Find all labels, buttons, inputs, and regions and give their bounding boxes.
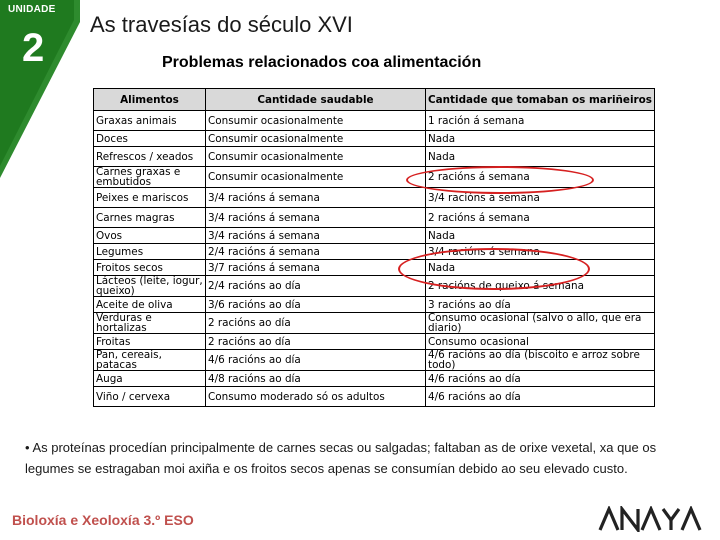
cell-healthy-amount: 3/4 racións á semana <box>206 208 426 228</box>
table-row <box>94 244 655 260</box>
cell-healthy-amount: 2/4 racións á semana <box>206 244 426 260</box>
cell-healthy-amount: 2 racións ao día <box>206 313 426 334</box>
cell-healthy-amount: 3/6 racións ao día <box>206 297 426 313</box>
cell-healthy-amount: 4/8 racións ao día <box>206 371 426 387</box>
cell-sailors-amount: 4/6 racións ao día (biscoito e arroz sobre todo) <box>426 350 655 371</box>
cell-food: Ovos <box>94 228 206 244</box>
table-row <box>94 228 655 244</box>
cell-food: Froitos secos <box>94 260 206 276</box>
cell-sailors-amount: 1 ración á semana <box>426 111 655 131</box>
table-row <box>94 208 655 228</box>
cell-sailors-amount: 2 racións de queixo á semana <box>426 276 655 297</box>
cell-food: Graxas animais <box>94 111 206 131</box>
cell-healthy-amount: 3/4 racións á semana <box>206 188 426 208</box>
cell-food: Peixes e mariscos <box>94 188 206 208</box>
table-row <box>94 260 655 276</box>
cell-food: Doces <box>94 131 206 147</box>
cell-food: Verduras e hortalizas <box>94 313 206 334</box>
bullet-paragraph: • As proteínas procedían principalmente de carnes secas ou salgadas; faltaban as de orixe vexetal, xa que os legumes se estragaban moi axiña e os froitos secos apenas se consumían debido ao seu elevado custo. <box>25 440 657 476</box>
cell-healthy-amount: 4/6 racións ao día <box>206 350 426 371</box>
slide-subtitle: Problemas relacionados coa alimentación <box>162 54 482 71</box>
cell-sailors-amount: 3/4 racións á semana <box>426 188 655 208</box>
cell-sailors-amount: 3 racións ao día <box>426 297 655 313</box>
header-sailors-amount: Cantidade que tomaban os mariñeiros <box>426 89 655 111</box>
cell-sailors-amount: 2 racións á semana <box>426 167 655 188</box>
cell-healthy-amount: Consumo moderado só os adultos <box>206 387 426 407</box>
cell-sailors-amount: Nada <box>426 147 655 167</box>
table-row <box>94 131 655 147</box>
table-row <box>94 297 655 313</box>
cell-sailors-amount: Consumo ocasional (salvo o allo, que era diario) <box>426 313 655 334</box>
cell-sailors-amount: Nada <box>426 131 655 147</box>
table-row <box>94 188 655 208</box>
cell-healthy-amount: 2/4 racións ao día <box>206 276 426 297</box>
cell-food: Carnes magras <box>94 208 206 228</box>
table-row <box>94 387 655 407</box>
cell-healthy-amount: 3/7 racións á semana <box>206 260 426 276</box>
cell-healthy-amount: Consumir ocasionalmente <box>206 131 426 147</box>
cell-food: Froitas <box>94 334 206 350</box>
footer-course: Bioloxía e Xeoloxía 3.º ESO <box>12 512 194 528</box>
cell-healthy-amount: Consumir ocasionalmente <box>206 167 426 188</box>
table-row <box>94 111 655 131</box>
cell-sailors-amount: 2 racións á semana <box>426 208 655 228</box>
table-row <box>94 350 655 371</box>
table-row <box>94 313 655 334</box>
table-row <box>94 167 655 188</box>
header-foods: Alimentos <box>94 89 206 111</box>
cell-healthy-amount: 3/4 racións á semana <box>206 228 426 244</box>
cell-healthy-amount: Consumir ocasionalmente <box>206 111 426 131</box>
cell-food: Refrescos / xeados <box>94 147 206 167</box>
cell-healthy-amount: 2 racións ao día <box>206 334 426 350</box>
table-row <box>94 147 655 167</box>
cell-sailors-amount: Nada <box>426 260 655 276</box>
table-header-row <box>94 89 655 111</box>
unit-number: 2 <box>22 26 45 70</box>
cell-sailors-amount: Consumo ocasional <box>426 334 655 350</box>
cell-sailors-amount: 3/4 racións á semana <box>426 244 655 260</box>
publisher-logo <box>598 506 702 537</box>
cell-food: Viño / cervexa <box>94 387 206 407</box>
cell-food: Auga <box>94 371 206 387</box>
nutrition-table <box>93 88 655 407</box>
cell-food: Carnes graxas e embutidos <box>94 167 206 188</box>
slide-title: As travesías do século XVI <box>90 12 353 37</box>
unit-label: UNIDADE <box>8 4 56 15</box>
table-body <box>94 111 655 407</box>
table-row <box>94 334 655 350</box>
cell-sailors-amount: Nada <box>426 228 655 244</box>
cell-food: Aceite de oliva <box>94 297 206 313</box>
nutrition-table-container <box>93 88 654 416</box>
table-row <box>94 276 655 297</box>
cell-sailors-amount: 4/6 racións ao día <box>426 371 655 387</box>
cell-food: Lácteos (leite, iogur, queixo) <box>94 276 206 297</box>
unit-badge <box>0 0 80 178</box>
cell-food: Legumes <box>94 244 206 260</box>
cell-healthy-amount: Consumir ocasionalmente <box>206 147 426 167</box>
cell-sailors-amount: 4/6 racións ao día <box>426 387 655 407</box>
header-healthy-amount: Cantidade saudable <box>206 89 426 111</box>
cell-food: Pan, cereais, patacas <box>94 350 206 371</box>
table-row <box>94 371 655 387</box>
anaya-logo-mark <box>598 506 702 532</box>
